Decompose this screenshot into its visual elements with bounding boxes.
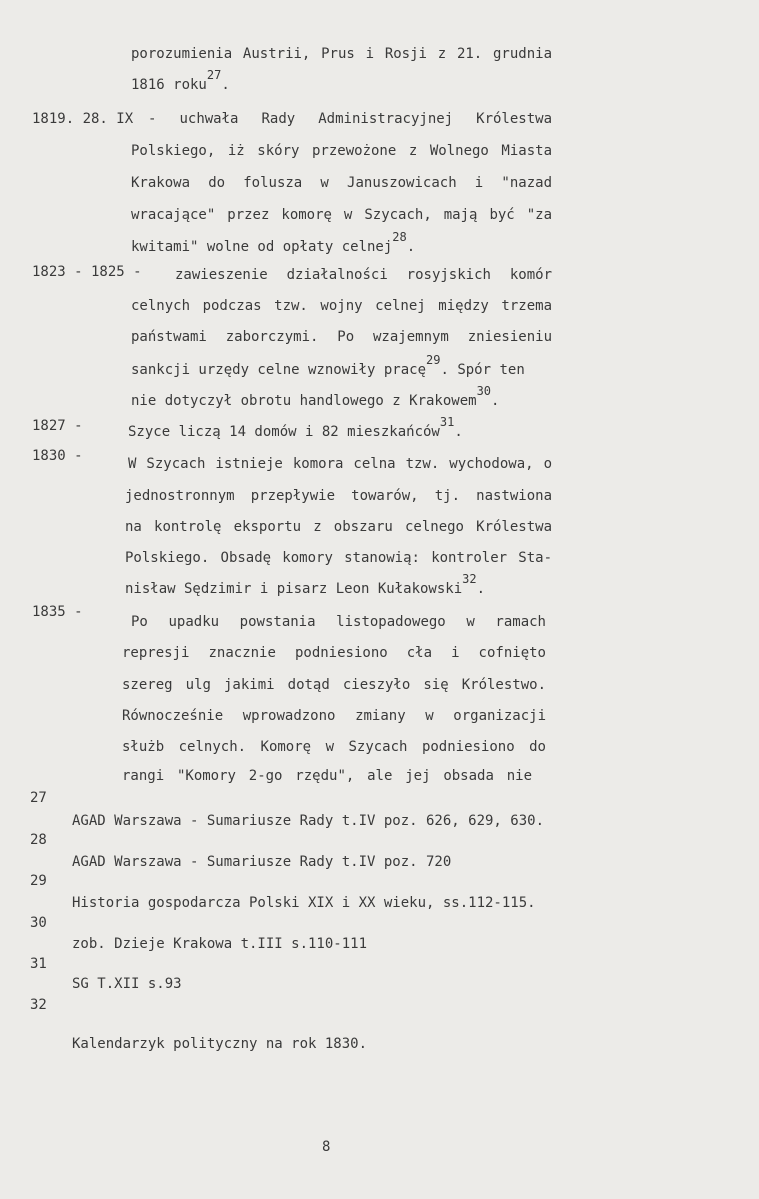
text-fragment: 1816 roku [131,77,207,93]
text-fragment: kwitami" wolne od opłaty celnej [131,239,393,255]
entry-date: 1835 - [32,604,83,620]
text-line: represji znacznie podniesiono cła i cofnięto [122,645,546,661]
text-line: szereg ulg jakimi dotąd cieszyło się Królestwo. [122,677,546,693]
text-fragment: nisław Sędzimir i pisarz Leon Kułakowski [125,581,463,597]
text-line: jednostronnym przepływie towarów, tj. nastwiona [125,488,552,504]
text-line [131,384,500,410]
entry-date: 1827 - [32,418,83,434]
footnote-ref: 31 [439,415,455,429]
text-line: Polskiego. Obsadę komory stanowią: kontroler Sta- [125,550,552,566]
footnote-ref: 27 [206,68,222,82]
punctuation: . [406,239,416,255]
text-line [128,415,463,441]
footnote-ref: 32 [462,572,477,586]
text-line [125,572,486,598]
text-line: państwami zaborczymi. Po wzajemnym zniesieniu [131,329,552,345]
entry-date: 1823 - 1825 - [32,264,142,280]
page-number: 8 [322,1139,331,1155]
entry-date: 1830 - [32,448,83,464]
text-line: Równocześnie wprowadzono zmiany w organizacji [122,708,546,724]
footnote-number: 27 [30,790,47,806]
footnote-ref: 29 [426,353,441,367]
text-line [131,353,525,379]
punctuation: . [454,424,463,440]
text-line: wracające" przez komorę w Szycach, mają być "za [131,207,552,223]
text-line: W Szycach istnieje komora celna tzw. wychodowa, o [128,456,552,472]
entry-date: 1819. 28. IX [32,111,134,127]
text-fragment: Szyce liczą 14 domów i 82 mieszkańców [128,424,440,440]
footnote-text: AGAD Warszawa - Sumariusze Rady t.IV poz. 626, 629, 630. [72,813,545,829]
text-line: Po upadku powstania listopadowego w ramach [131,614,546,630]
text-line [131,68,230,94]
text-line: rangi "Komory 2-go rzędu", ale jej obsada nie [122,768,532,784]
text-line [131,230,416,256]
footnote-number: 31 [30,956,47,972]
text-line: celnych podczas tzw. wojny celnej między trzema [131,298,552,314]
footnote-number: 30 [30,915,47,931]
footnote-text: zob. Dzieje Krakowa t.III s.110-111 [72,936,368,952]
text-line: Krakowa do folusza w Januszowicach i "nazad [131,175,552,191]
footnote-number: 32 [30,997,47,1013]
punctuation: . [491,393,500,409]
text-line: Polskiego, iż skóry przewożone z Wolnego Miasta [131,143,552,159]
text-line: na kontrolę eksportu z obszaru celnego Królestwa [125,519,552,535]
text-line: - uchwała Rady Administracyjnej Królestwa [148,111,552,127]
text-line: służb celnych. Komorę w Szycach podniesiono do [122,739,546,755]
footnote-text: Kalendarzyk polityczny na rok 1830. [72,1036,368,1052]
footnote-text: SG T.XII s.93 [72,976,182,992]
footnote-ref: 30 [476,384,492,398]
text-fragment: sankcji urzędy celne wznowiły pracę [131,362,427,378]
text-line: porozumienia Austrii, Prus i Rosji z 21. grudnia [131,46,552,62]
footnote-ref: 28 [392,230,407,244]
footnote-number: 28 [30,832,47,848]
text-fragment: nie dotyczył obrotu handlowego z Krakowem [131,393,477,409]
text-line: zawieszenie działalności rosyjskich komór [175,267,552,283]
footnote-number: 29 [30,873,47,889]
footnote-text: Historia gospodarcza Polski XIX i XX wieku, ss.112-115. [72,895,536,911]
punctuation: . [476,581,486,597]
punctuation: . [221,77,230,93]
text-fragment: . Spór ten [440,362,525,378]
footnote-text: AGAD Warszawa - Sumariusze Rady t.IV poz. 720 [72,854,452,870]
